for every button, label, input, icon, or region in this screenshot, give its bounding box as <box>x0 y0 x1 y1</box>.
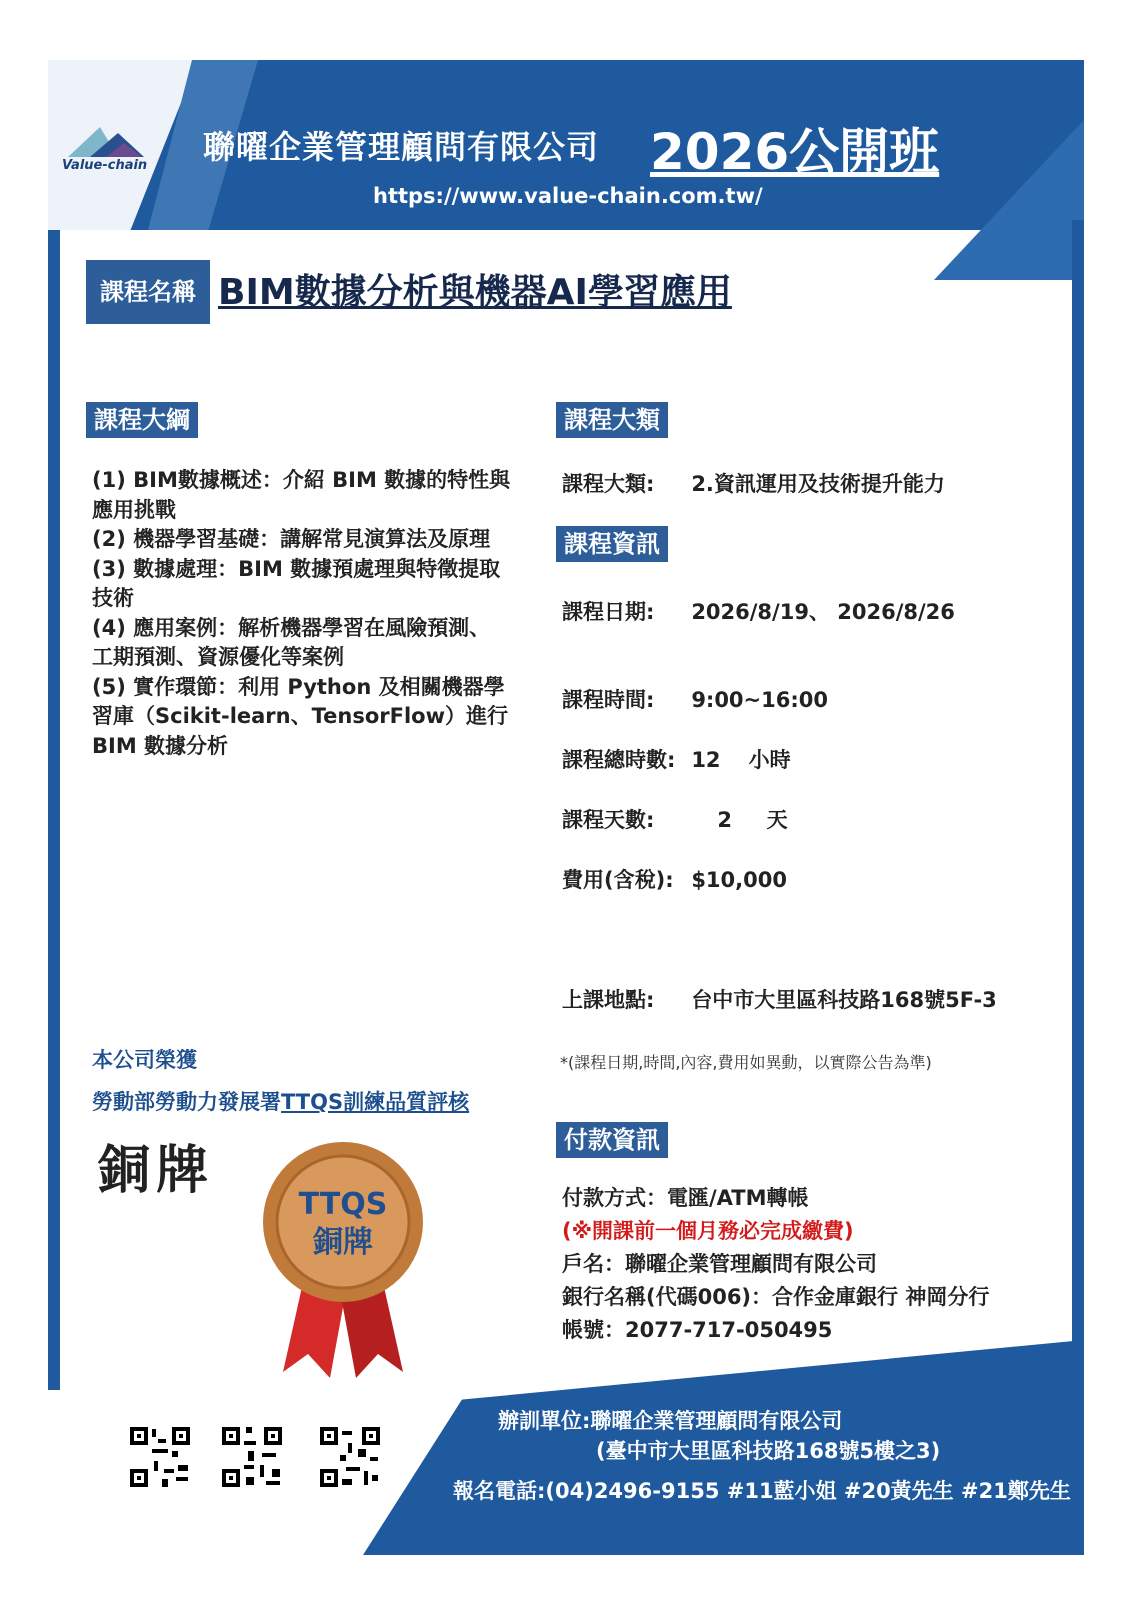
honor-line-1: 本公司榮獲 <box>92 1048 197 1072</box>
time-label: 課程時間: <box>562 688 655 712</box>
left-border-strip <box>48 230 60 1430</box>
website-url[interactable]: https://www.value-chain.com.tw/ <box>373 184 763 208</box>
outline-line: (1) BIM數據概述：介紹 BIM 數據的特性與 <box>92 468 511 492</box>
header-right-shape <box>934 120 1084 280</box>
fee-value: $10,000 <box>691 868 787 892</box>
honor-prefix: 勞動部勞動力發展署 <box>92 1090 281 1114</box>
place-row <box>562 984 997 1014</box>
ttqs-link[interactable]: TTQS訓練品質評核 <box>281 1090 470 1114</box>
header-banner <box>48 60 1084 230</box>
outline-line: (5) 實作環節：利用 Python 及相關機器學 <box>92 674 505 699</box>
days-unit: 天 <box>766 808 788 832</box>
bank-name: 銀行名稱(代碼006)：合作金庫銀行 神岡分行 <box>562 1285 990 1309</box>
qr-code-icon[interactable] <box>318 1425 382 1489</box>
outline-line: 技術 <box>92 586 134 610</box>
outline-line: (3) 數據處理：BIM 數據預處理與特徵提取 <box>92 556 501 581</box>
company-name: 聯曜企業管理顧問有限公司 <box>203 128 600 166</box>
days-label: 課程天數: <box>562 808 655 832</box>
category-section-label: 課程大類 <box>556 402 668 438</box>
right-border-strip <box>1072 220 1084 1400</box>
place-value: 台中市大里區科技路168號5F-3 <box>691 988 997 1012</box>
signup-phone[interactable]: 報名電話:(04)2496-9155 #11藍小姐 #20黃先生 #21鄭先生 <box>453 1479 1071 1503</box>
payment-details <box>562 1182 989 1347</box>
change-note: *(課程日期,時間,內容,費用如異動，以實際公告為準) <box>560 1053 932 1072</box>
outline-line: (4) 應用案例：解析機器學習在風險預測、 <box>92 615 491 640</box>
payment-warning: (※開課前一個月務必完成繳費) <box>562 1219 854 1243</box>
outline-line: 習庫（Scikit-learn、TensorFlow）進行 <box>92 704 508 728</box>
hours-unit: 小時 <box>748 748 791 772</box>
logo-text: Value-chain <box>62 158 148 173</box>
year-title: 2026公開班 <box>650 123 940 181</box>
outline-line: 應用挑戰 <box>92 497 176 522</box>
days-value: 2 <box>717 808 732 832</box>
poster <box>48 60 1084 1555</box>
outline-line: BIM 數據分析 <box>92 733 229 758</box>
organizer-text: 辦訓單位:聯曜企業管理顧問有限公司 <box>498 1409 843 1433</box>
hours-row <box>562 744 791 774</box>
place-label: 上課地點: <box>562 988 655 1012</box>
time-row <box>562 684 828 714</box>
value-chain-logo-icon <box>60 115 152 185</box>
qr-code-icon[interactable] <box>220 1425 284 1489</box>
outline-list <box>92 466 522 761</box>
course-name-label: 課程名稱 <box>86 260 210 324</box>
qr-code-icon[interactable] <box>128 1425 192 1489</box>
medal-bronze-text: 銅牌 <box>313 1225 373 1260</box>
outline-line: 工期預測、資源優化等案例 <box>92 645 344 669</box>
account-name: 戶名：聯曜企業管理顧問有限公司 <box>562 1252 877 1276</box>
outline-line: (2) 機器學習基礎：講解常見演算法及原理 <box>92 527 491 551</box>
date-value: 2026/8/19、 2026/8/26 <box>691 600 955 624</box>
date-row <box>562 596 955 626</box>
time-value: 9:00~16:00 <box>691 688 828 712</box>
course-title: BIM數據分析與機器AI學習應用 <box>218 272 732 313</box>
ttqs-medal-icon <box>248 1140 438 1380</box>
days-row <box>562 804 788 834</box>
category-field-label: 課程大類: <box>562 472 655 496</box>
payment-method: 付款方式：電匯/ATM轉帳 <box>562 1186 809 1210</box>
info-section-label: 課程資訊 <box>556 526 668 562</box>
organizer-address: (臺中市大里區科技路168號5樓之3) <box>596 1439 941 1463</box>
date-label: 課程日期: <box>562 600 655 624</box>
honor-line-2 <box>92 1086 469 1116</box>
category-row <box>562 468 945 498</box>
hours-value: 12 <box>691 748 721 772</box>
account-number: 帳號：2077-717-050495 <box>562 1318 833 1342</box>
payment-section-label: 付款資訊 <box>556 1122 668 1158</box>
category-value: 2.資訊運用及技術提升能力 <box>691 472 945 496</box>
fee-label: 費用(含稅): <box>562 868 674 892</box>
hours-label: 課程總時數: <box>562 748 676 772</box>
outline-section-label: 課程大綱 <box>86 402 198 438</box>
medal-ttqs-text: TTQS <box>298 1187 388 1222</box>
bronze-title: 銅牌 <box>98 1141 215 1201</box>
fee-row <box>562 864 787 894</box>
